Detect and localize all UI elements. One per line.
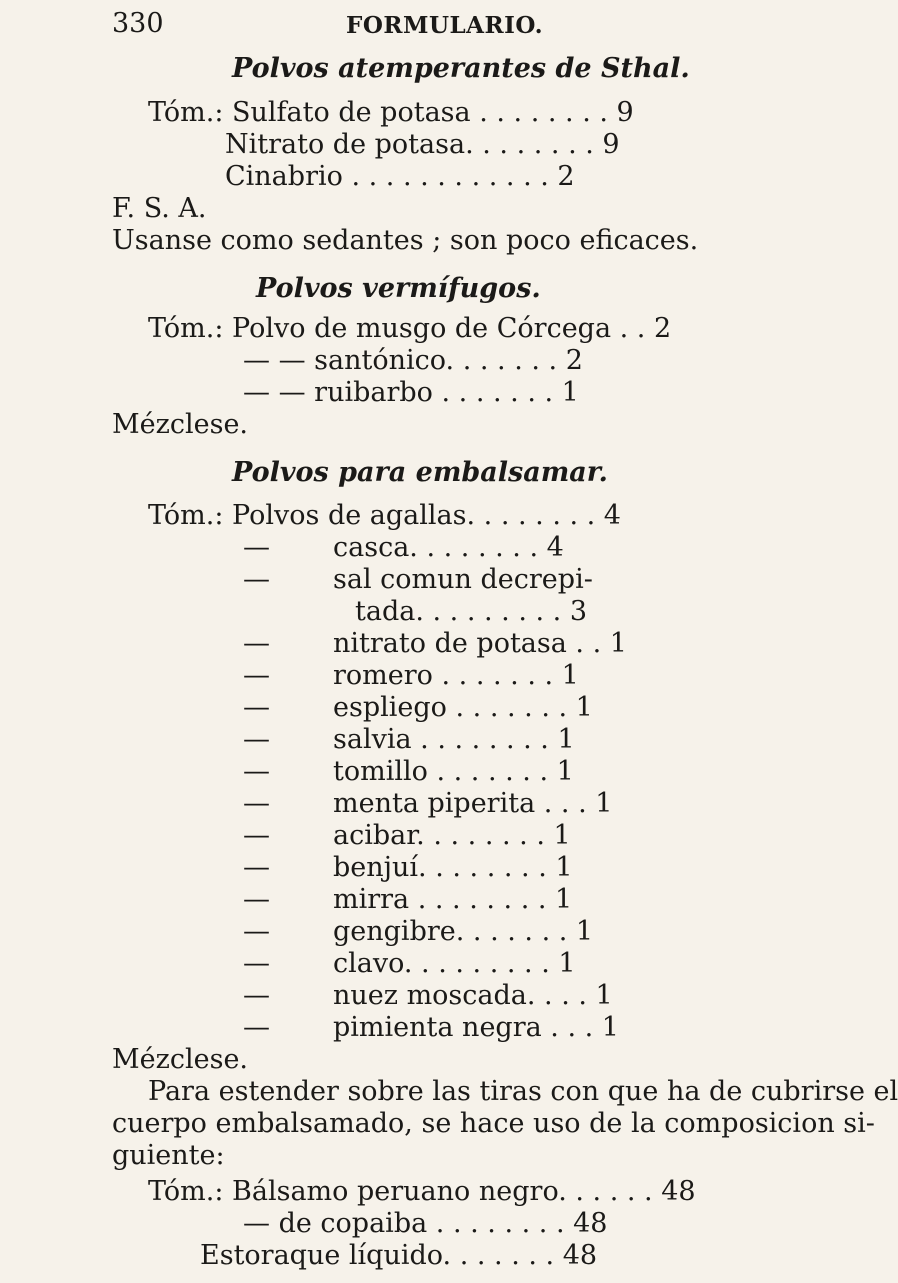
instruction-line: Mézclese.: [112, 1044, 249, 1075]
ingredient-line: menta piperita . . . 1: [333, 788, 613, 819]
section-title-vermifugos: Polvos vermífugos.: [256, 273, 541, 304]
formula-line: Tóm.: Sulfato de potasa . . . . . . . . 9: [148, 97, 634, 128]
formula-line: — de copaiba . . . . . . . . 48: [243, 1208, 608, 1239]
ingredient-line: nuez moscada. . . . 1: [333, 980, 613, 1011]
ingredient-line: romero . . . . . . . 1: [333, 660, 579, 691]
ingredient-line: mirra . . . . . . . . 1: [333, 884, 573, 915]
dash-mark: —: [243, 788, 270, 819]
ingredient-line: clavo. . . . . . . . . 1: [333, 948, 576, 979]
formula-line: — — ruibarbo . . . . . . . 1: [243, 377, 579, 408]
paragraph-line: Para estender sobre las tiras con que ha de cubrirse el: [148, 1076, 898, 1107]
ingredient-line: tada. . . . . . . . . 3: [355, 596, 587, 627]
dash-mark: —: [243, 820, 270, 851]
paragraph-line: cuerpo embalsamado, se hace uso de la composicion si-: [112, 1108, 875, 1139]
dash-mark: —: [243, 1012, 270, 1043]
ingredient-line: acibar. . . . . . . . 1: [333, 820, 571, 851]
dash-mark: —: [243, 564, 270, 595]
formula-line: Tóm.: Bálsamo peruano negro. . . . . . 48: [148, 1176, 696, 1207]
ingredient-line: gengibre. . . . . . . 1: [333, 916, 594, 947]
formula-line: Mézclese.: [112, 409, 249, 440]
dash-mark: —: [243, 884, 270, 915]
formula-line: Estoraque líquido. . . . . . . 48: [200, 1240, 598, 1271]
ingredient-line: espliego . . . . . . . 1: [333, 692, 593, 723]
ingredient-line: salvia . . . . . . . . 1: [333, 724, 575, 755]
formula-line: Tóm.: Polvo de musgo de Córcega . . 2: [148, 313, 672, 344]
dash-mark: —: [243, 660, 270, 691]
formula-line: Tóm.: Polvos de agallas. . . . . . . . 4: [148, 500, 621, 531]
ingredient-line: sal comun decrepi-: [333, 564, 593, 595]
formula-line: Cinabrio . . . . . . . . . . . . 2: [225, 161, 575, 192]
dash-mark: —: [243, 916, 270, 947]
section-title-atemperantes: Polvos atemperantes de Sthal.: [232, 53, 690, 84]
ingredient-line: benjuí. . . . . . . . 1: [333, 852, 573, 883]
formula-line: F. S. A.: [112, 193, 207, 224]
ingredient-line: tomillo . . . . . . . 1: [333, 756, 574, 787]
dash-mark: —: [243, 756, 270, 787]
formula-line: — — santónico. . . . . . . 2: [243, 345, 583, 376]
ingredient-line: nitrato de potasa . . 1: [333, 628, 627, 659]
ingredient-line: pimienta negra . . . 1: [333, 1012, 619, 1043]
dash-mark: —: [243, 980, 270, 1011]
section-title-embalsamar: Polvos para embalsamar.: [232, 457, 608, 488]
dash-mark: —: [243, 628, 270, 659]
page-number: 330: [112, 8, 164, 39]
running-title: FORMULARIO.: [346, 12, 544, 39]
paragraph-line: guiente:: [112, 1140, 225, 1171]
dash-mark: —: [243, 852, 270, 883]
dash-mark: —: [243, 948, 270, 979]
ingredient-line: casca. . . . . . . . 4: [333, 532, 564, 563]
dash-mark: —: [243, 724, 270, 755]
usage-note: Usanse como sedantes ; son poco eficaces.: [112, 225, 699, 256]
dash-mark: —: [243, 692, 270, 723]
dash-mark: —: [243, 532, 270, 563]
formula-line: Nitrato de potasa. . . . . . . . 9: [225, 129, 620, 160]
